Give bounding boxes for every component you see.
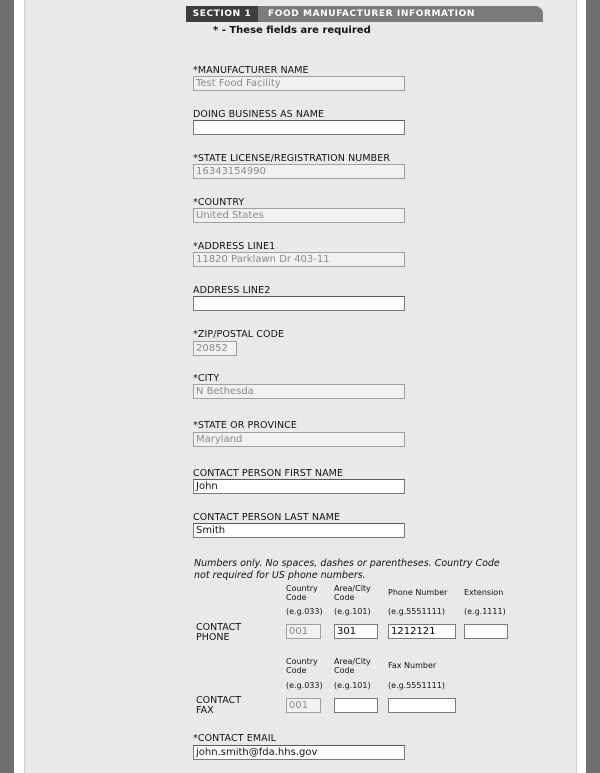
fax-number-example: (e.g.5551111) <box>388 681 445 690</box>
phone-country-code-field[interactable]: 001 <box>286 624 321 639</box>
section-title: FOOD MANUFACTURER INFORMATION <box>268 9 475 19</box>
contact-phone-label-line1: CONTACT <box>196 622 242 633</box>
phone-area-example: (e.g.101) <box>334 607 371 616</box>
fax-country-head-line2: Code <box>286 666 307 675</box>
phone-format-note: Numbers only. No spaces, dashes or parentheses. Country Code not required for US phone numbers. <box>194 558 500 581</box>
section-number: SECTION 1 <box>186 6 258 22</box>
fax-number-head: Fax Number <box>388 661 437 670</box>
state-license-label: *STATE LICENSE/REGISTRATION NUMBER <box>193 153 391 164</box>
address-line2-field[interactable] <box>193 296 405 311</box>
phone-extension-example: (e.g.1111) <box>464 607 506 616</box>
contact-email-label: *CONTACT EMAIL <box>193 733 277 744</box>
state-field[interactable]: Maryland <box>193 432 405 447</box>
state-label: *STATE OR PROVINCE <box>193 420 298 431</box>
last-name-label: CONTACT PERSON LAST NAME <box>193 512 341 523</box>
phone-area-head-line1: Area/City <box>334 584 371 593</box>
dba-name-label: DOING BUSINESS AS NAME <box>193 109 325 120</box>
phone-number-example: (e.g.5551111) <box>388 607 445 616</box>
last-name-field[interactable]: Smith <box>193 523 405 538</box>
fax-country-code-field[interactable]: 001 <box>286 698 321 713</box>
city-field[interactable]: N Bethesda <box>193 384 405 399</box>
city-label: *CITY <box>193 373 220 384</box>
section-header <box>186 6 543 22</box>
phone-area-code-head <box>334 584 371 602</box>
phone-number-head: Phone Number <box>388 588 448 597</box>
phone-extension-field[interactable] <box>464 624 508 639</box>
manufacturer-name-field[interactable]: Test Food Facility <box>193 76 405 91</box>
fax-number-field[interactable] <box>388 698 456 713</box>
fax-area-head-line2: Code <box>334 666 355 675</box>
phone-area-code-field[interactable]: 301 <box>334 624 378 639</box>
contact-fax-label <box>196 696 241 716</box>
fax-country-code-head <box>286 657 318 675</box>
fax-country-example: (e.g.033) <box>286 681 323 690</box>
zip-field[interactable]: 20852 <box>193 341 237 356</box>
country-label: *COUNTRY <box>193 197 245 208</box>
fax-area-code-field[interactable] <box>334 698 378 713</box>
phone-country-code-head <box>286 584 318 602</box>
country-field[interactable]: United States <box>193 208 405 223</box>
contact-phone-label-line2: PHONE <box>196 632 230 643</box>
contact-phone-label <box>196 623 241 643</box>
address-line1-label: *ADDRESS LINE1 <box>193 241 276 252</box>
state-license-field[interactable]: 16343154990 <box>193 164 405 179</box>
first-name-label: CONTACT PERSON FIRST NAME <box>193 468 344 479</box>
address-line2-label: ADDRESS LINE2 <box>193 285 271 296</box>
contact-fax-label-line1: CONTACT <box>196 695 242 706</box>
phone-country-example: (e.g.033) <box>286 607 323 616</box>
manufacturer-name-label: *MANUFACTURER NAME <box>193 65 309 76</box>
fax-area-head-line1: Area/City <box>334 657 371 666</box>
phone-area-head-line2: Code <box>334 593 355 602</box>
first-name-field[interactable]: John <box>193 479 405 494</box>
address-line1-field[interactable]: 11820 Parklawn Dr 403-11 <box>193 252 405 267</box>
fax-country-head-line1: Country <box>286 657 318 666</box>
phone-extension-head: Extension <box>464 588 504 597</box>
phone-country-head-line2: Code <box>286 593 307 602</box>
phone-country-head-line1: Country <box>286 584 318 593</box>
zip-label: *ZIP/POSTAL CODE <box>193 329 285 340</box>
fax-area-example: (e.g.101) <box>334 681 371 690</box>
required-fields-note: * - These fields are required <box>213 25 371 36</box>
contact-fax-label-line2: FAX <box>196 705 214 716</box>
contact-email-field[interactable]: john.smith@fda.hhs.gov <box>193 745 405 760</box>
phone-number-field[interactable]: 1212121 <box>388 624 456 639</box>
dba-name-field[interactable] <box>193 120 405 135</box>
fax-area-code-head <box>334 657 371 675</box>
